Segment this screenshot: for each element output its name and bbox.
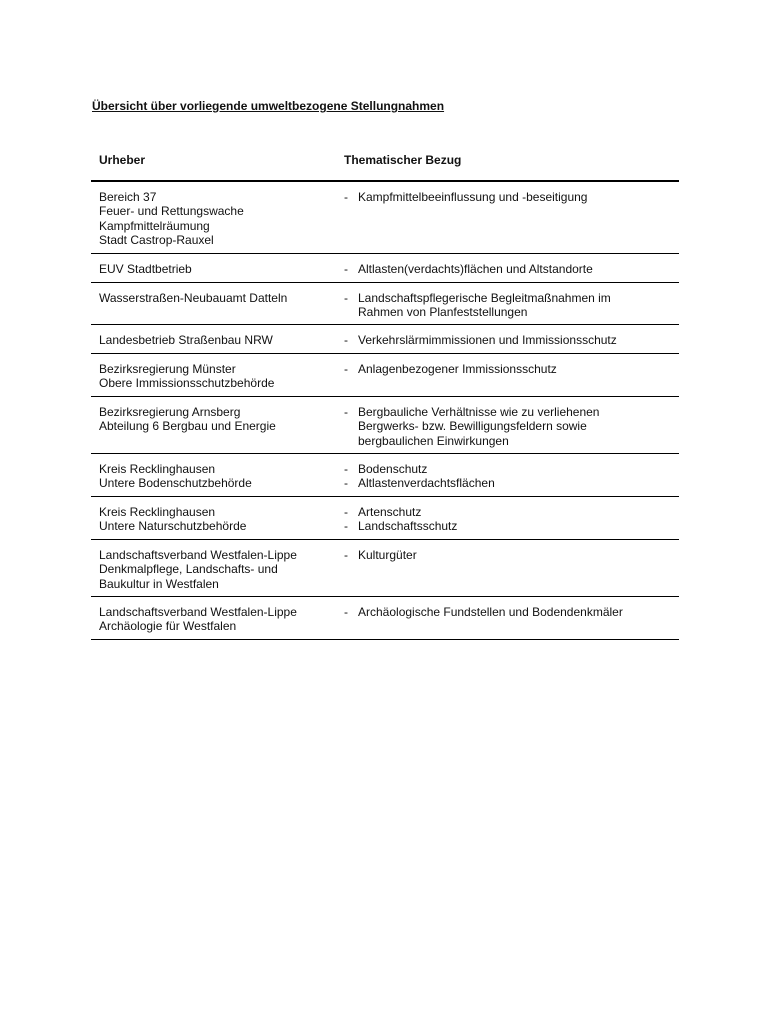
urheber-cell <box>91 548 336 596</box>
header-thematischer-bezug: Thematischer Bezug <box>344 153 462 167</box>
dash-bullet-icon: - <box>344 362 348 376</box>
table-row <box>91 397 679 454</box>
bezug-cell <box>336 548 679 596</box>
bezug-bullet-item <box>344 519 679 533</box>
bezug-bullet-item <box>344 462 679 476</box>
bezug-cell <box>336 291 679 324</box>
bezug-text <box>358 190 587 204</box>
bezug-line: Bergwerks- bzw. Bewilligungsfeldern sowie <box>358 419 587 434</box>
table-row <box>91 325 679 354</box>
page-title: Übersicht über vorliegende umweltbezogene Stellungnahmen <box>92 99 445 113</box>
bezug-text <box>358 333 617 347</box>
urheber-line: Bezirksregierung Münster <box>99 362 236 376</box>
bezug-text <box>358 476 495 490</box>
bezug-cell <box>336 262 679 282</box>
table-row <box>91 540 679 597</box>
bezug-text <box>358 605 623 619</box>
urheber-line: Baukultur in Westfalen <box>99 576 219 591</box>
dash-bullet-icon: - <box>344 262 348 276</box>
bezug-bullet-item <box>344 262 679 276</box>
table-row <box>91 454 679 497</box>
bezug-bullet-item <box>344 505 679 519</box>
dash-bullet-icon: - <box>344 505 348 519</box>
urheber-cell <box>91 505 336 539</box>
urheber-cell <box>91 190 336 253</box>
urheber-cell <box>91 605 336 639</box>
urheber-line: Stadt Castrop-Rauxel <box>99 232 214 247</box>
bezug-line: Landschaftsschutz <box>358 519 458 534</box>
dash-bullet-icon: - <box>344 476 348 491</box>
bezug-text <box>358 462 427 476</box>
urheber-line: Obere Immissionsschutzbehörde <box>99 376 275 391</box>
bezug-text <box>358 262 593 276</box>
bezug-text <box>358 519 457 533</box>
table-header <box>91 145 679 182</box>
urheber-line: EUV Stadtbetrieb <box>99 262 192 276</box>
table-body <box>91 182 679 640</box>
bezug-line: Rahmen von Planfeststellungen <box>358 305 528 320</box>
bezug-line: Archäologische Fundstellen und Bodendenkmäler <box>358 605 623 619</box>
urheber-line: Wasserstraßen-Neubauamt Datteln <box>99 291 288 305</box>
urheber-line: Abteilung 6 Bergbau und Energie <box>99 419 276 434</box>
table-row <box>91 497 679 540</box>
dash-bullet-icon: - <box>344 462 348 476</box>
bezug-bullet-item <box>344 333 679 347</box>
urheber-line: Kreis Recklinghausen <box>99 462 216 476</box>
bezug-line: Anlagenbezogener Immissionsschutz <box>358 362 557 376</box>
urheber-cell <box>91 362 336 396</box>
dash-bullet-icon: - <box>344 519 348 534</box>
bezug-bullet-item <box>344 405 679 448</box>
urheber-line: Untere Bodenschutzbehörde <box>99 476 252 491</box>
bezug-cell <box>336 505 679 539</box>
urheber-line: Bezirksregierung Arnsberg <box>99 405 241 419</box>
urheber-line: Landschaftsverband Westfalen-Lippe <box>99 548 297 562</box>
dash-bullet-icon: - <box>344 190 348 204</box>
bezug-cell <box>336 190 679 253</box>
bezug-line: Kulturgüter <box>358 548 417 562</box>
bezug-line: Altlastenverdachtsflächen <box>358 476 495 491</box>
table-row <box>91 182 679 254</box>
bezug-cell <box>336 405 679 453</box>
dash-bullet-icon: - <box>344 291 348 305</box>
urheber-cell <box>91 462 336 496</box>
urheber-cell <box>91 262 336 282</box>
stellungnahmen-table <box>91 145 679 640</box>
bezug-text <box>358 505 421 519</box>
bezug-bullet-item <box>344 605 679 619</box>
dash-bullet-icon: - <box>344 405 348 419</box>
table-row <box>91 254 679 283</box>
bezug-cell <box>336 605 679 639</box>
bezug-bullet-item <box>344 190 679 204</box>
bezug-bullet-item <box>344 548 679 562</box>
dash-bullet-icon: - <box>344 605 348 619</box>
bezug-line: Altlasten(verdachts)flächen und Altstandorte <box>358 262 593 276</box>
bezug-bullet-item <box>344 476 679 490</box>
bezug-cell <box>336 333 679 353</box>
bezug-cell <box>336 462 679 496</box>
bezug-line: Bodenschutz <box>358 462 428 476</box>
urheber-line: Archäologie für Westfalen <box>99 619 237 634</box>
bezug-line: Landschaftspflegerische Begleitmaßnahmen im <box>358 291 611 305</box>
dash-bullet-icon: - <box>344 333 348 347</box>
bezug-text <box>358 548 417 562</box>
bezug-line: Kampfmittelbeeinflussung und -beseitigung <box>358 190 588 204</box>
bezug-text <box>358 405 599 448</box>
urheber-line: Denkmalpflege, Landschafts- und <box>99 562 278 577</box>
bezug-line: Artenschutz <box>358 505 422 519</box>
table-row <box>91 354 679 397</box>
urheber-cell <box>91 405 336 453</box>
table-row <box>91 597 679 640</box>
urheber-line: Bereich 37 <box>99 190 157 204</box>
table-row <box>91 283 679 325</box>
bezug-line: bergbaulichen Einwirkungen <box>358 433 509 448</box>
bezug-text <box>358 362 557 376</box>
bezug-line: Bergbauliche Verhältnisse wie zu verliehenen <box>358 405 600 419</box>
bezug-text <box>358 291 611 320</box>
urheber-line: Feuer- und Rettungswache <box>99 204 244 219</box>
urheber-cell <box>91 333 336 353</box>
urheber-line: Landschaftsverband Westfalen-Lippe <box>99 605 297 619</box>
bezug-bullet-item <box>344 291 679 320</box>
bezug-cell <box>336 362 679 396</box>
urheber-line: Kampfmittelräumung <box>99 218 210 233</box>
urheber-line: Landesbetrieb Straßenbau NRW <box>99 333 273 347</box>
urheber-cell <box>91 291 336 324</box>
urheber-line: Kreis Recklinghausen <box>99 505 216 519</box>
urheber-line: Untere Naturschutzbehörde <box>99 519 247 534</box>
bezug-line: Verkehrslärmimmissionen und Immissionsschutz <box>358 333 617 347</box>
header-urheber: Urheber <box>99 153 146 167</box>
bezug-bullet-item <box>344 362 679 376</box>
dash-bullet-icon: - <box>344 548 348 562</box>
